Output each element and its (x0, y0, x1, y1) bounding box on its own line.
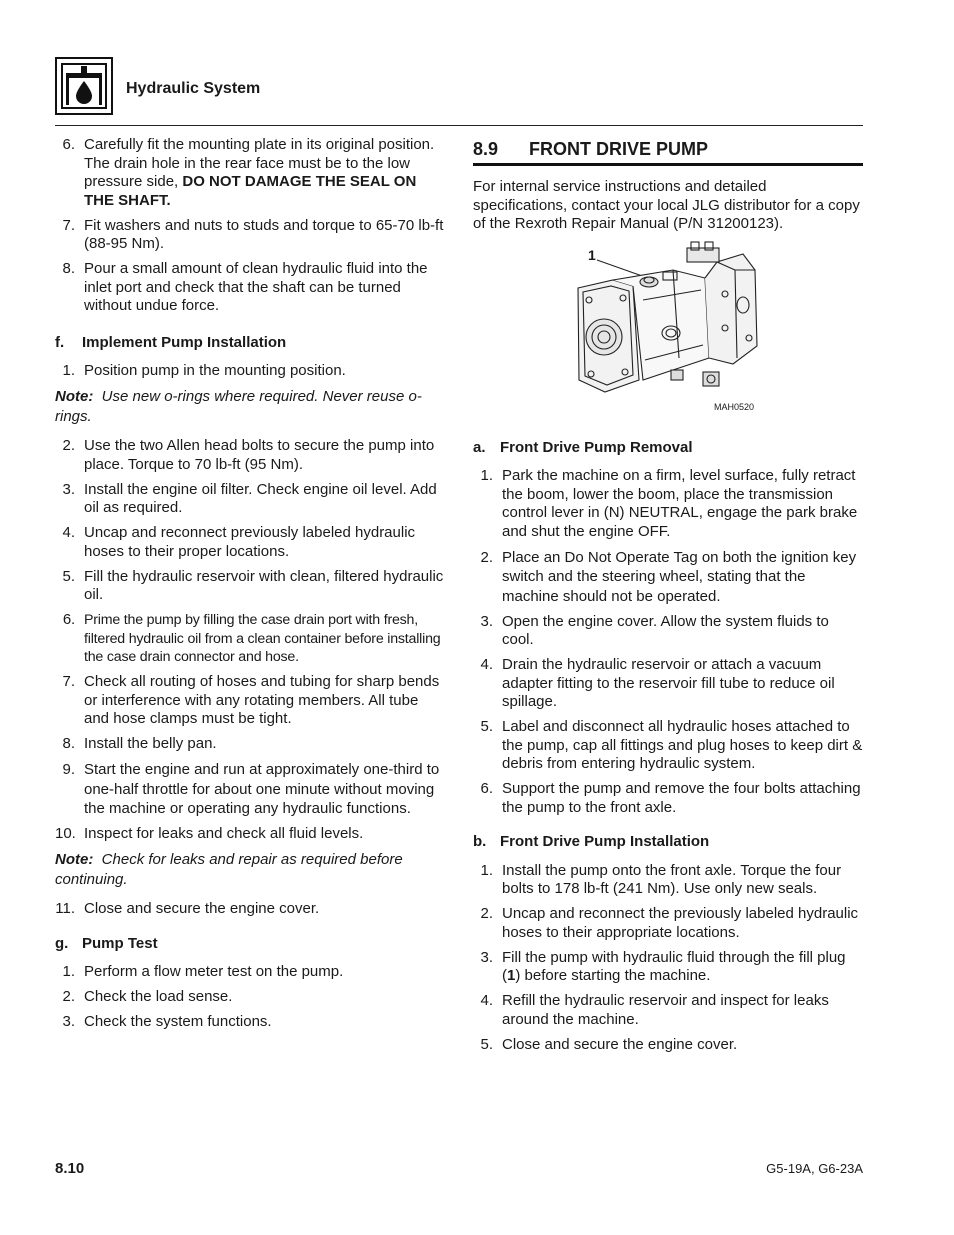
model-designation: G5-19A, G6-23A (766, 1161, 863, 1176)
step-number: 8. (62, 735, 75, 752)
step-number: 4. (62, 524, 75, 541)
subsection-title: Pump Test (82, 934, 158, 952)
step-number: 1. (480, 861, 493, 879)
note-label: Note: (55, 851, 94, 868)
step-number: 6. (480, 780, 493, 797)
pump-figure (473, 240, 863, 425)
subsection-title: Front Drive Pump Installation (500, 833, 710, 850)
subsection-title: Front Drive Pump Removal (500, 438, 693, 456)
step-text: Uncap and reconnect the previously labeled hydraulic hoses to their appropriate locations. (502, 905, 859, 941)
step-text: Install the belly pan. (84, 735, 217, 752)
list-item (473, 613, 863, 650)
list-item (55, 568, 445, 605)
step-text: Check the system functions. (84, 1013, 272, 1030)
subsection-letter: b. (473, 833, 487, 850)
list-item (55, 524, 445, 561)
hydraulic-drop-glyph (63, 65, 105, 107)
step-text: Park the machine on a firm, level surface, fully retract the boom, lower the boom, place the transmission control lever in (N) NEUTRAL, engage the park brake and shut the engine OFF. (502, 467, 858, 540)
step-text: Use the two Allen head bolts to secure the pump into place. Torque to 70 lb-ft (95 Nm). (84, 437, 435, 473)
pump-illustration (473, 240, 863, 425)
step-text: Start the engine and run at approximately one-third to one-half throttle for about one minute without moving the machine or operating any hydraulic functions. (84, 761, 440, 817)
subsection-letter: g. (55, 934, 69, 952)
step-warning-text: DO NOT DAMAGE THE SEAL ON THE SHAFT. (84, 173, 417, 209)
list-item (473, 780, 863, 817)
list-item (473, 862, 863, 899)
section-header-title: Hydraulic System (126, 80, 261, 97)
section-rule (473, 163, 863, 166)
list-item (473, 992, 863, 1029)
step-number: 5. (62, 567, 75, 585)
figure-callout: 1 (588, 246, 596, 263)
header-rule (55, 125, 863, 126)
list-item (55, 735, 445, 754)
step-number: 8. (62, 260, 75, 277)
callout-reference: 1 (507, 967, 516, 984)
b-steps (473, 862, 863, 1055)
step-number: 2. (480, 905, 493, 922)
step-text: Prime the pump by filling the case drain port with fresh, filtered hydraulic oil from a clean container before installing the case drain connector and hose. (84, 612, 441, 665)
section-number: 8.9 (473, 139, 499, 160)
step-text: Install the engine oil filter. Check engine oil level. Add oil as required. (84, 480, 437, 516)
f-steps-b (55, 437, 445, 844)
step-number: 1. (480, 467, 493, 484)
left-column (55, 136, 445, 1038)
note-text: Check for leaks and repair as required before continuing. (55, 851, 403, 888)
step-text: Close and secure the engine cover. (84, 900, 320, 917)
step-number: 1. (62, 963, 75, 980)
subsection-letter: a. (473, 438, 486, 456)
g-steps (55, 963, 445, 1032)
section-title: FRONT DRIVE PUMP (529, 139, 709, 160)
subsection-title: Implement Pump Installation (82, 333, 287, 351)
right-column (473, 136, 863, 1061)
list-item (55, 481, 445, 518)
list-item (55, 437, 445, 474)
list-item (55, 611, 445, 667)
step-text: Place an Do Not Operate Tag on both the ignition key switch and the steering wheel, stating that the machine should not be operated. (502, 548, 857, 605)
subsection-heading-f (55, 334, 445, 353)
steps-top-list (55, 136, 445, 316)
step-text: Install the pump onto the front axle. Torque the four bolts to 178 lb-ft (241 Nm). Use only new seals. (502, 861, 842, 897)
step-text: Close and secure the engine cover. (502, 1035, 738, 1053)
step-text: Fill the hydraulic reservoir with clean, filtered hydraulic oil. (84, 567, 444, 603)
step-text: Drain the hydraulic reservoir or attach a vacuum adapter fitting to the reservoir fill tube to reduce oil spillage. (502, 656, 835, 710)
step-text: Pour a small amount of clean hydraulic fluid into the inlet port and check that the shaft can be turned without undue force. (84, 260, 428, 314)
step-text: Check the load sense. (84, 988, 233, 1005)
step-text: Open the engine cover. Allow the system fluids to cool. (502, 612, 829, 648)
list-item (55, 900, 445, 919)
hydraulic-drop-icon (55, 57, 113, 115)
step-text: Check all routing of hoses and tubing for sharp bends or interference with any rotating members. All tube and hose clamps must be tight. (84, 673, 440, 727)
step-number: 1. (62, 362, 75, 379)
f-steps-c (55, 900, 445, 919)
step-text: Uncap and reconnect previously labeled hydraulic hoses to their proper locations. (84, 524, 416, 560)
page-number: 8.10 (55, 1160, 85, 1177)
note-label: Note: (55, 388, 94, 405)
list-item (55, 825, 445, 844)
step-text: Support the pump and remove the four bolts attaching the pump to the front axle. (502, 780, 861, 816)
step-number: 5. (480, 1035, 493, 1053)
list-item (473, 548, 863, 607)
list-item (473, 905, 863, 942)
list-item (473, 949, 863, 986)
step-number: 7. (62, 673, 75, 690)
step-text: Fill the pump with hydraulic fluid through the fill plug ( (502, 948, 846, 984)
step-number: 2. (480, 548, 493, 566)
step-text: Inspect for leaks and check all fluid levels. (84, 825, 364, 842)
step-number: 5. (480, 718, 493, 735)
step-number: 6. (62, 611, 75, 628)
list-item (55, 362, 445, 381)
step-text: Fit washers and nuts to studs and torque to 65-70 lb-ft (88-95 Nm). (84, 216, 444, 252)
subsection-letter: f. (55, 333, 65, 351)
a-steps (473, 467, 863, 817)
step-number: 2. (62, 988, 75, 1005)
step-number: 4. (480, 992, 493, 1009)
step-number: 3. (62, 1013, 75, 1030)
step-number: 10. (55, 825, 76, 842)
list-item (473, 1036, 863, 1055)
subsection-heading-g (55, 935, 445, 954)
step-number: 3. (62, 480, 75, 498)
step-number: 9. (62, 761, 75, 778)
step-number: 6. (62, 136, 75, 153)
step-number: 7. (62, 216, 75, 234)
step-text: ) before starting the machine. (515, 967, 711, 984)
list-item (55, 673, 445, 729)
list-item (473, 656, 863, 712)
note-text: Use new o-rings where required. Never reuse o-rings. (55, 388, 422, 425)
section-heading (473, 136, 863, 163)
step-text: Carefully fit the mounting plate in its original position. The drain hole in the rear face must be to the low pressure side, (84, 136, 435, 190)
list-item (55, 217, 445, 254)
note-block (55, 850, 445, 890)
list-item (55, 1013, 445, 1032)
step-text: Refill the hydraulic reservoir and inspect for leaks around the machine. (502, 992, 829, 1028)
f-steps-a (55, 362, 445, 381)
subsection-heading-a (473, 439, 863, 458)
figure-code: MAH0520 (714, 401, 755, 412)
list-item (55, 136, 445, 210)
step-number: 11. (55, 900, 75, 917)
list-item (55, 760, 445, 819)
list-item (55, 260, 445, 316)
note-block (55, 387, 445, 427)
list-item (473, 467, 863, 541)
list-item (55, 988, 445, 1007)
step-number: 2. (62, 437, 75, 454)
subsection-heading-b (473, 833, 863, 852)
step-number: 3. (480, 612, 493, 630)
step-text: Label and disconnect all hydraulic hoses attached to the pump, cap all fittings and plug hoses to keep dirt & debris from entering hydraulic system. (502, 718, 863, 772)
step-number: 4. (480, 656, 493, 673)
list-item (55, 963, 445, 982)
step-text: Perform a flow meter test on the pump. (84, 963, 344, 980)
step-text: Position pump in the mounting position. (84, 362, 346, 379)
list-item (473, 718, 863, 774)
step-number: 3. (480, 948, 493, 966)
section-intro: For internal service instructions and detailed specifications, contact your local JLG distributor for a copy of the Rexroth Repair Manual (P/N 31200123). (473, 178, 860, 232)
